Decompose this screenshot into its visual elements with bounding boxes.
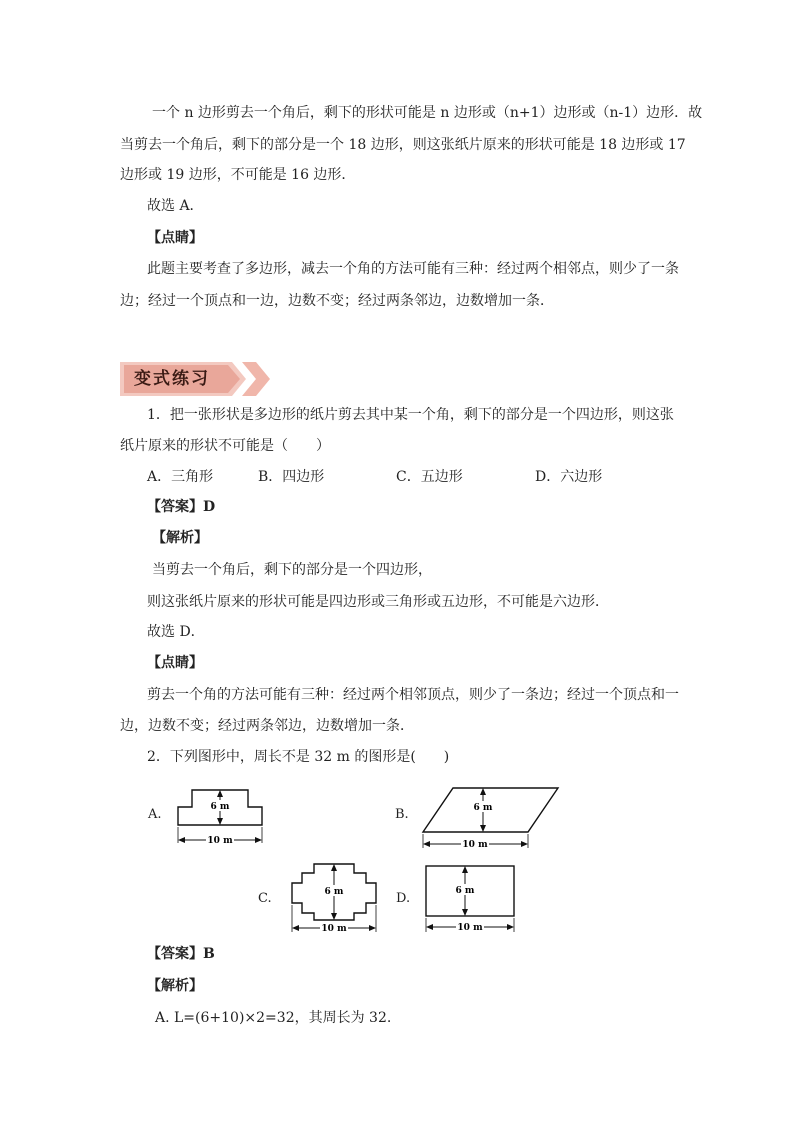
figure-a-label: A. (148, 807, 162, 822)
figure-a-height-label: 6 m (210, 802, 230, 812)
q1-analysis-2: 则这张纸片原来的形状可能是四边形或三角形或五边形，不可能是六边形． (147, 594, 609, 610)
figure-a (170, 775, 270, 859)
q2-answer: 【答案】B (147, 946, 215, 962)
q1-analysis-1: 当剪去一个角后，剩下的部分是一个四边形， (152, 562, 432, 578)
text-line-4: 故选 A． (147, 198, 204, 214)
figure-b (418, 780, 568, 864)
figure-b-width-label: 10 m (462, 840, 488, 850)
q1-answer: 【答案】D (147, 499, 216, 515)
q1-stem-2: 纸片原来的形状不可能是（ ） (120, 438, 330, 454)
q1-option-c: C．五边形 (396, 469, 463, 485)
figure-c (284, 858, 384, 942)
figure-c-label: C. (258, 891, 272, 906)
q1-option-a: A．三角形 (147, 469, 214, 485)
q1-comment-1: 剪去一个角的方法可能有三种：经过两个相邻顶点，则少了一条边；经过一个顶点和一 (147, 687, 679, 703)
q1-option-b: B．四边形 (258, 469, 325, 485)
q1-comment-heading: 【点睛】 (147, 655, 203, 671)
figure-b-height-label: 6 m (473, 803, 493, 813)
figure-d-label: D. (396, 891, 411, 906)
figure-c-width-label: 10 m (321, 924, 347, 934)
section-banner (120, 362, 270, 396)
figure-d-height-label: 6 m (455, 886, 475, 896)
q1-stem-1: 1．把一张形状是多边形的纸片剪去其中某一个角，剩下的部分是一个四边形，则这张 (147, 407, 674, 423)
q1-option-d: D．六边形 (535, 469, 603, 485)
figure-a-width-label: 10 m (207, 836, 233, 846)
q1-comment-2: 边，边数不变；经过两条邻边，边数增加一条． (120, 718, 414, 734)
text-line-1: 一个 n 边形剪去一个角后，剩下的形状可能是 n 边形或（n+1）边形或（n-1）边形．故 (152, 105, 703, 121)
figure-b-label: B. (395, 807, 409, 822)
q2-analysis-1: A. L=(6+10)×2=32，其周长为 32. (155, 1010, 392, 1026)
figure-c-height-label: 6 m (324, 887, 344, 897)
section-banner-label: 变式练习 (134, 369, 210, 389)
text-line-7: 边；经过一个顶点和一边，边数不变；经过两条邻边，边数增加一条． (120, 293, 554, 309)
q2-analysis-heading: 【解析】 (147, 978, 203, 994)
figure-d (420, 860, 520, 944)
figure-d-width-label: 10 m (457, 923, 483, 933)
text-line-6: 此题主要考查了多边形，减去一个角的方法可能有三种：经过两个相邻点，则少了一条 (147, 261, 679, 277)
q2-stem: 2．下列图形中，周长不是 32 m 的图形是( ) (147, 749, 450, 765)
q1-analysis-heading: 【解析】 (152, 530, 208, 546)
q1-choice: 故选 D． (147, 624, 205, 640)
text-line-3: 边形或 19 边形，不可能是 16 边形． (120, 167, 356, 183)
comment-heading: 【点睛】 (147, 230, 203, 246)
text-line-2: 当剪去一个角后，剩下的部分是一个 18 边形，则这张纸片原来的形状可能是 18 边形或 17 (120, 137, 686, 153)
